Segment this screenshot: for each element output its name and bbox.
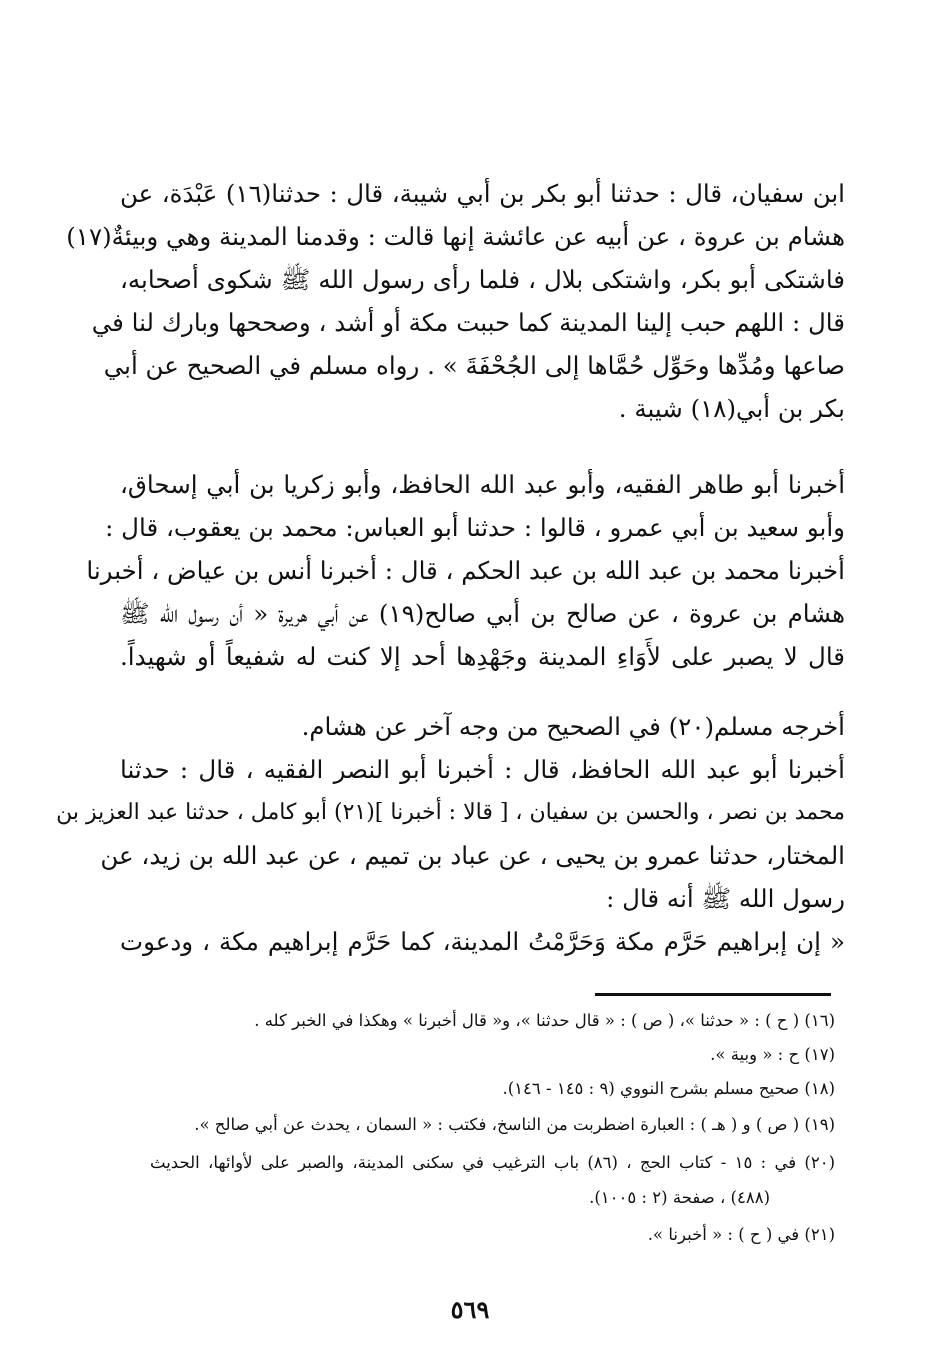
footnote-19: (١٩) ( ص ) و ( هـ ) : العبارة اضطربت من الناسخ، فكتب : « السمان ، يحدث عن أبي صالح ». (194, 1115, 835, 1134)
page-number: ٥٦٩ (450, 1295, 490, 1324)
footnote-18: (١٨) صحيح مسلم بشرح النووي (٩ : ١٤٥ - ١٤٦). (502, 1079, 835, 1098)
footnote-divider (595, 993, 831, 996)
text-line: رسول الله ﷺ أنه قال : (606, 884, 845, 913)
footnote-20: (٢٠) في : ١٥ - كتاب الحج ، (٨٦) باب الترغيب في سكنى المدينة، والصبر على لأوائها، الحديث (150, 1153, 835, 1172)
text-line: أخبرنا أبو طاهر الفقيه، وأبو عبد الله الحافظ، وأبو زكريا بن أبي إسحاق، (120, 470, 845, 499)
paragraph-2 (86, 463, 845, 678)
text-line: بكر بن أبي(١٨) شيبة . (618, 394, 845, 423)
text-line: قال : اللهم حبب إلينا المدينة كما حببت مكة أو أشد ، وصححها وبارك لنا في (91, 308, 845, 337)
paragraph-3 (56, 705, 845, 963)
text-line: قال لا يصبر على لأَوَاءِ المدينة وجَهْدِها أحد إلا كنت له شفيعاً أو شهيداً. (120, 642, 845, 671)
text-line: أخبرنا محمد بن عبد الله بن عبد الحكم ، قال : أخبرنا أنس بن عياض ، أخبرنا (86, 556, 845, 585)
text-line: صاعها ومُدِّها وحَوِّل حُمَّاها إلى الجُحْفَةَ » . رواه مسلم في الصحيح عن أبي (103, 351, 845, 380)
text-line: هشام بن عروة ، عن صالح بن أبي صالح(١٩) عن أبي هريرة « أن رسول الله ﷺ (120, 599, 845, 628)
text-line: « إن إبراهيم حَرَّم مكة وَحَرَّمْتُ المدينة، كما حَرَّم إبراهيم مكة ، ودعوت (120, 927, 845, 956)
footnote-17: (١٧) ح : « وبية ». (710, 1045, 835, 1064)
footnote-16: (١٦) ( ح ) : « حدثنا »، ( ص ) : « قال حدثنا »، و« قال أخبرنا » وهكذا في الخبر كله . (254, 1011, 835, 1030)
text-line: أخرجه مسلم(٢٠) في الصحيح من وجه آخر عن هشام. (301, 712, 845, 741)
text-line: المختار، حدثنا عمرو بن يحيى ، عن عباد بن تميم ، عن عبد الله بن زيد، عن (100, 841, 845, 870)
text-line: محمد بن نصر ، والحسن بن سفيان ، [ قالا : أخبرنا ](٢١) أبو كامل ، حدثنا عبد العزيز بن (56, 800, 845, 825)
text-line: ابن سفيان، قال : حدثنا أبو بكر بن أبي شيبة، قال : حدثنا(١٦) عَبْدَة، عن (120, 179, 845, 208)
footnote-21: (٢١) في ( ح ) : « أخبرنا ». (647, 1225, 835, 1244)
text-line: وأبو سعيد بن أبي عمرو ، قالوا : حدثنا أبو العباس: محمد بن يعقوب، قال : (105, 513, 845, 542)
paragraph-1 (66, 172, 845, 430)
text-line: هشام بن عروة ، عن أبيه عن عائشة إنها قالت : وقدمنا المدينة وهي وبيئةٌ(١٧) (66, 222, 845, 251)
footnote-20-continued: (٤٨٨) ، صفحة (٢ : ١٠٠٥). (589, 1188, 770, 1207)
text-line: أخبرنا أبو عبد الله الحافظ، قال : أخبرنا أبو النصر الفقيه ، قال : حدثنا (120, 755, 845, 784)
text-line: فاشتكى أبو بكر، واشتكى بلال ، فلما رأى رسول الله ﷺ شكوى أصحابه، (120, 265, 845, 294)
